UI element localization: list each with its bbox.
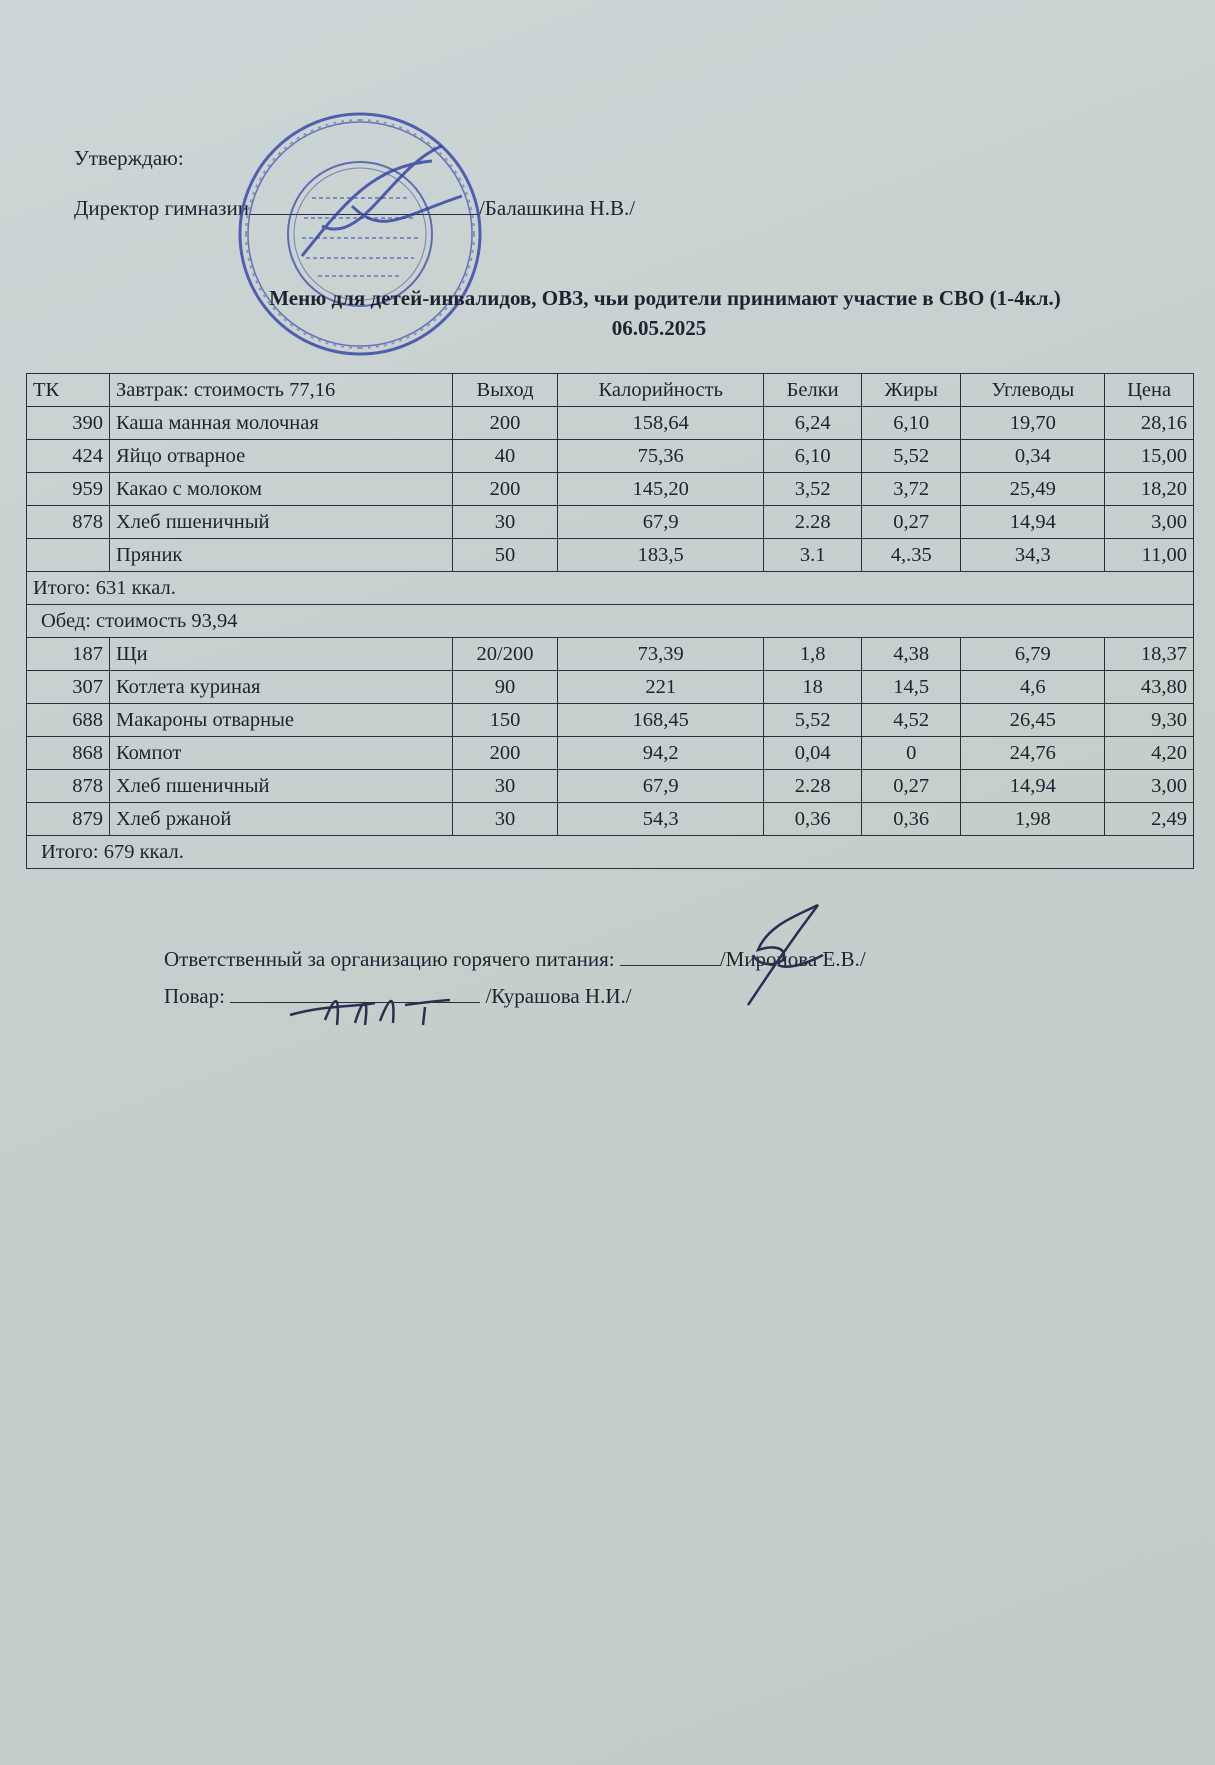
responsible-label: Ответственный за организацию горячего питания: <box>164 947 615 971</box>
value-cell: 1,8 <box>764 638 862 671</box>
menu-date: 06.05.2025 <box>611 316 707 340</box>
value-cell: 2.28 <box>764 506 862 539</box>
dish-name-cell: Котлета куриная <box>110 671 453 704</box>
value-cell: 54,3 <box>558 803 764 836</box>
table-row <box>27 803 1194 836</box>
value-cell: 6,79 <box>961 638 1105 671</box>
value-cell: 145,20 <box>558 473 764 506</box>
value-cell: 19,70 <box>961 407 1105 440</box>
column-header: ТК <box>27 374 110 407</box>
dish-name-cell: Хлеб пшеничный <box>110 770 453 803</box>
value-cell: 4,52 <box>861 704 961 737</box>
value-cell: 0,34 <box>961 440 1105 473</box>
breakfast-total-row <box>27 572 1194 605</box>
column-header: Цена <box>1105 374 1194 407</box>
value-cell: 9,30 <box>1105 704 1194 737</box>
table-row <box>27 473 1194 506</box>
table-row <box>27 539 1194 572</box>
value-cell: 30 <box>453 803 558 836</box>
tk-code-cell: 424 <box>27 440 110 473</box>
responsible-name: /Миронова Е.В./ <box>719 947 866 971</box>
tk-code-cell: 959 <box>27 473 110 506</box>
value-cell: 24,76 <box>961 737 1105 770</box>
column-header: Выход <box>453 374 558 407</box>
value-cell: 73,39 <box>558 638 764 671</box>
value-cell: 2,49 <box>1105 803 1194 836</box>
value-cell: 67,9 <box>558 506 764 539</box>
tk-code-cell: 187 <box>27 638 110 671</box>
value-cell: 4,38 <box>861 638 961 671</box>
dish-name-cell: Макароны отварные <box>110 704 453 737</box>
cook-name: /Курашова Н.И./ <box>485 984 632 1008</box>
tk-code-cell: 868 <box>27 737 110 770</box>
value-cell: 200 <box>453 407 558 440</box>
value-cell: 5,52 <box>764 704 862 737</box>
value-cell: 168,45 <box>558 704 764 737</box>
value-cell: 183,5 <box>558 539 764 572</box>
value-cell: 3,00 <box>1105 506 1194 539</box>
value-cell: 6,10 <box>764 440 862 473</box>
value-cell: 50 <box>453 539 558 572</box>
value-cell: 25,49 <box>961 473 1105 506</box>
breakfast-total: Итого: 631 ккал. <box>27 572 1194 605</box>
value-cell: 0 <box>861 737 961 770</box>
value-cell: 4,.35 <box>861 539 961 572</box>
value-cell: 3,00 <box>1105 770 1194 803</box>
value-cell: 0,27 <box>861 506 961 539</box>
dish-name-cell: Компот <box>110 737 453 770</box>
table-row <box>27 671 1194 704</box>
dish-name-cell: Какао с молоком <box>110 473 453 506</box>
tk-code-cell: 879 <box>27 803 110 836</box>
value-cell: 30 <box>453 506 558 539</box>
tk-code-cell: 307 <box>27 671 110 704</box>
dish-name-cell: Пряник <box>110 539 453 572</box>
dish-name-cell: Каша манная молочная <box>110 407 453 440</box>
responsible-signature <box>728 895 838 1015</box>
value-cell: 20/200 <box>453 638 558 671</box>
value-cell: 221 <box>558 671 764 704</box>
value-cell: 14,5 <box>861 671 961 704</box>
value-cell: 26,45 <box>961 704 1105 737</box>
table-row <box>27 737 1194 770</box>
value-cell: 200 <box>453 473 558 506</box>
value-cell: 18 <box>764 671 862 704</box>
table-header-row <box>27 374 1194 407</box>
approve-label: Утверждаю: <box>74 146 184 170</box>
value-cell: 158,64 <box>558 407 764 440</box>
value-cell: 18,37 <box>1105 638 1194 671</box>
value-cell: 30 <box>453 770 558 803</box>
tk-code-cell: 878 <box>27 506 110 539</box>
table-row <box>27 704 1194 737</box>
column-header: Завтрак: стоимость 77,16 <box>110 374 453 407</box>
value-cell: 6,24 <box>764 407 862 440</box>
value-cell: 3,72 <box>861 473 961 506</box>
value-cell: 67,9 <box>558 770 764 803</box>
column-header: Калорийность <box>558 374 764 407</box>
lunch-header-row <box>27 605 1194 638</box>
value-cell: 34,3 <box>961 539 1105 572</box>
value-cell: 40 <box>453 440 558 473</box>
dish-name-cell: Яйцо отварное <box>110 440 453 473</box>
dish-name-cell: Щи <box>110 638 453 671</box>
value-cell: 3.1 <box>764 539 862 572</box>
table-row <box>27 407 1194 440</box>
value-cell: 43,80 <box>1105 671 1194 704</box>
table-row <box>27 440 1194 473</box>
director-name: /Балашкина Н.В./ <box>478 196 636 220</box>
breakfast-rows <box>27 407 1194 572</box>
director-label: Директор гимназии <box>74 196 249 220</box>
value-cell: 15,00 <box>1105 440 1194 473</box>
value-cell: 94,2 <box>558 737 764 770</box>
table-row <box>27 770 1194 803</box>
value-cell: 6,10 <box>861 407 961 440</box>
cook-signature <box>285 985 455 1035</box>
value-cell: 75,36 <box>558 440 764 473</box>
table-row <box>27 638 1194 671</box>
column-header: Жиры <box>861 374 961 407</box>
tk-code-cell <box>27 539 110 572</box>
approval-block <box>74 146 636 220</box>
value-cell: 1,98 <box>961 803 1105 836</box>
value-cell: 14,94 <box>961 770 1105 803</box>
value-cell: 3,52 <box>764 473 862 506</box>
page-title: Меню для детей-инвалидов, ОВЗ, чьи родители принимают участие в СВО (1-4кл.) <box>269 286 1061 310</box>
lunch-header: Обед: стоимость 93,94 <box>27 605 1194 638</box>
value-cell: 0,36 <box>764 803 862 836</box>
signature-line <box>620 947 720 966</box>
value-cell: 18,20 <box>1105 473 1194 506</box>
value-cell: 0,36 <box>861 803 961 836</box>
dish-name-cell: Хлеб ржаной <box>110 803 453 836</box>
table-row <box>27 506 1194 539</box>
lunch-total: Итого: 679 ккал. <box>27 836 1194 869</box>
tk-code-cell: 878 <box>27 770 110 803</box>
menu-table <box>26 373 1194 869</box>
lunch-rows <box>27 638 1194 836</box>
value-cell: 4,20 <box>1105 737 1194 770</box>
lunch-total-row <box>27 836 1194 869</box>
value-cell: 200 <box>453 737 558 770</box>
value-cell: 11,00 <box>1105 539 1194 572</box>
column-header: Углеводы <box>961 374 1105 407</box>
value-cell: 0,27 <box>861 770 961 803</box>
column-header: Белки <box>764 374 862 407</box>
value-cell: 2.28 <box>764 770 862 803</box>
value-cell: 4,6 <box>961 671 1105 704</box>
tk-code-cell: 688 <box>27 704 110 737</box>
value-cell: 150 <box>453 704 558 737</box>
value-cell: 5,52 <box>861 440 961 473</box>
cook-label: Повар: <box>164 984 225 1008</box>
value-cell: 0,04 <box>764 737 862 770</box>
value-cell: 90 <box>453 671 558 704</box>
dish-name-cell: Хлеб пшеничный <box>110 506 453 539</box>
value-cell: 14,94 <box>961 506 1105 539</box>
tk-code-cell: 390 <box>27 407 110 440</box>
value-cell: 28,16 <box>1105 407 1194 440</box>
